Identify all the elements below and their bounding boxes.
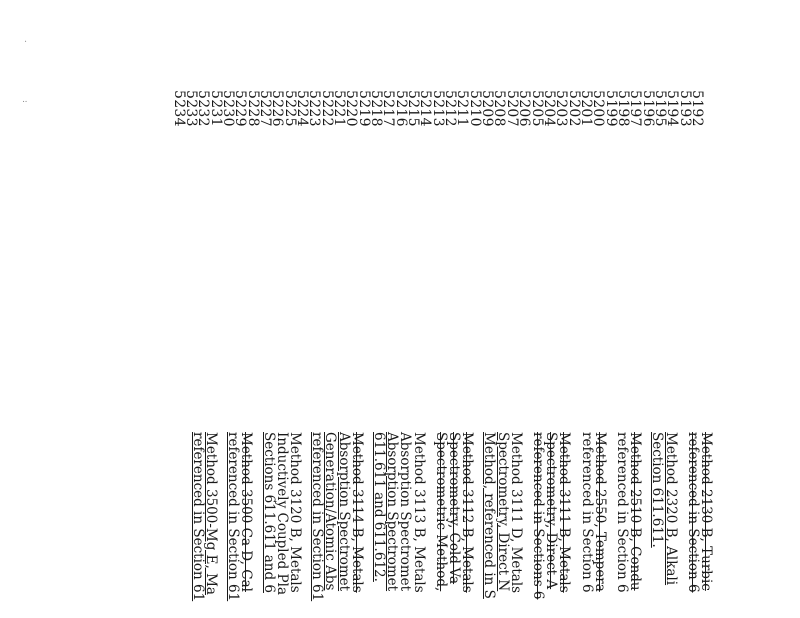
deleted-text-line: referenced in Section 6 bbox=[684, 432, 701, 593]
line-number: 5195 bbox=[651, 90, 668, 127]
inserted-text-line: referenced in Section 61 bbox=[189, 432, 206, 602]
deleted-text-line: Method 3112 B, Metals bbox=[459, 432, 476, 593]
inserted-text-line: referenced in Section 61 bbox=[309, 432, 326, 602]
line-number: 5221 bbox=[331, 90, 348, 127]
line-number: 5210 bbox=[466, 90, 483, 127]
inserted-text-line: Section 611.611. bbox=[649, 432, 666, 548]
inserted-text-line: Method 2320 B, Alkali bbox=[662, 432, 679, 586]
deleted-text-line: Method 2130 B, Turbic bbox=[698, 432, 714, 591]
text-line: referenced in Section 6 bbox=[613, 432, 630, 593]
line-number: 5208 bbox=[491, 90, 508, 127]
text-line: referenced in Section 6 bbox=[578, 432, 595, 593]
method-citation-paragraph bbox=[482, 432, 522, 618]
line-number: 5223 bbox=[306, 90, 323, 127]
line-number: 5234 bbox=[170, 90, 187, 127]
method-citation-paragraph bbox=[191, 432, 217, 618]
line-number: 5207 bbox=[503, 90, 520, 127]
inserted-text-line: Absorption Spectromet bbox=[335, 432, 352, 592]
line-number: 5224 bbox=[294, 90, 310, 127]
line-number: 5212 bbox=[442, 90, 459, 127]
method-citation-paragraph bbox=[578, 432, 608, 618]
inserted-text-line: Spectrometry, Direct N bbox=[494, 432, 511, 592]
line-number: 5213 bbox=[429, 90, 446, 127]
text-line: Inductively Coupled Pla bbox=[273, 432, 290, 596]
line-number: 5199 bbox=[602, 90, 619, 127]
text-line: Method 3111 D, Metals bbox=[507, 432, 524, 594]
line-number: 5196 bbox=[639, 90, 656, 127]
line-number: 5197 bbox=[627, 90, 644, 127]
inserted-text-line: Method, referenced in S bbox=[481, 432, 498, 599]
line-number: 5211 bbox=[454, 90, 471, 127]
inserted-text-line: Sections 611.611 and 6 bbox=[260, 432, 277, 593]
line-number: 5214 bbox=[417, 90, 434, 127]
method-citation-paragraph bbox=[225, 432, 255, 618]
line-number: 5217 bbox=[380, 90, 397, 127]
deleted-text-line: Spectrometry, Cold-Va bbox=[445, 432, 462, 585]
line-number: 5231 bbox=[207, 90, 224, 127]
scan-speck: : bbox=[21, 100, 30, 103]
line-number: 5194 bbox=[664, 90, 681, 127]
line-number-column bbox=[172, 90, 703, 127]
line-number: 5209 bbox=[479, 90, 496, 127]
deleted-text-line: Spectrometry, Direct A bbox=[543, 432, 560, 590]
deleted-text-line: Spectrometric Method, bbox=[432, 432, 449, 592]
method-citation-paragraph bbox=[613, 432, 644, 618]
line-number: 5227 bbox=[256, 90, 273, 127]
line-number: 5226 bbox=[269, 90, 286, 127]
method-citation-paragraph bbox=[261, 432, 301, 618]
inserted-text-line: referenced in Section 61 bbox=[225, 432, 242, 602]
line-number: 5232 bbox=[195, 90, 212, 127]
line-number: 5233 bbox=[182, 90, 199, 127]
line-number: 5193 bbox=[676, 90, 693, 127]
deleted-text-line: referenced in Sections 6 bbox=[529, 432, 546, 600]
inserted-text-line: 611.611 and 611.612. bbox=[370, 432, 387, 582]
inserted-text-line: Method 3500-Mg E, Ma bbox=[202, 432, 219, 595]
line-number: 5228 bbox=[244, 90, 261, 127]
line-number: 5218 bbox=[368, 90, 385, 127]
method-citation-paragraph bbox=[686, 432, 712, 618]
line-number: 5219 bbox=[355, 90, 372, 127]
scan-speck: . bbox=[23, 40, 32, 43]
line-number: 5222 bbox=[318, 90, 335, 127]
inserted-text-line: Absorption Spectromet bbox=[384, 432, 401, 592]
line-number: 5200 bbox=[590, 90, 607, 127]
deleted-text-line: Method 3114 B, Metals bbox=[348, 432, 365, 593]
line-number: 5204 bbox=[540, 90, 557, 127]
line-number: 5205 bbox=[528, 90, 545, 127]
line-number: 5215 bbox=[405, 90, 422, 127]
deleted-text-line: Method 3500 Ca D, Cal bbox=[238, 432, 255, 592]
line-number: 5229 bbox=[232, 90, 249, 127]
method-citation-paragraph bbox=[649, 432, 679, 618]
text-line: Absorption Spectromet bbox=[397, 432, 414, 592]
inserted-text-line: Generation/Atomic Abs bbox=[322, 432, 339, 591]
line-number: 5192 bbox=[689, 90, 705, 127]
deleted-text-line: Method 3111 B, Metals bbox=[556, 432, 573, 593]
line-number: 5203 bbox=[553, 90, 570, 127]
line-number: 5225 bbox=[281, 90, 298, 127]
line-number: 5198 bbox=[614, 90, 631, 127]
text-line: Method 3113 B, Metals bbox=[410, 432, 427, 593]
method-citation-paragraph bbox=[434, 432, 474, 618]
text-line: Method 3120 B, Metals bbox=[286, 432, 303, 593]
line-number: 5216 bbox=[392, 90, 409, 127]
line-number: 5201 bbox=[577, 90, 594, 127]
deleted-text-line: Method 2550, Tempera bbox=[591, 432, 608, 592]
method-citation-paragraph bbox=[531, 432, 571, 618]
line-number: 5220 bbox=[343, 90, 360, 127]
line-number: 5206 bbox=[516, 90, 533, 127]
line-number: 5202 bbox=[565, 90, 582, 127]
method-citation-paragraph bbox=[372, 432, 425, 618]
method-citation-list bbox=[182, 432, 713, 618]
method-citation-paragraph bbox=[310, 432, 363, 618]
deleted-text-line: Method 2510 B, Condu bbox=[627, 432, 644, 591]
line-number: 5230 bbox=[219, 90, 236, 127]
